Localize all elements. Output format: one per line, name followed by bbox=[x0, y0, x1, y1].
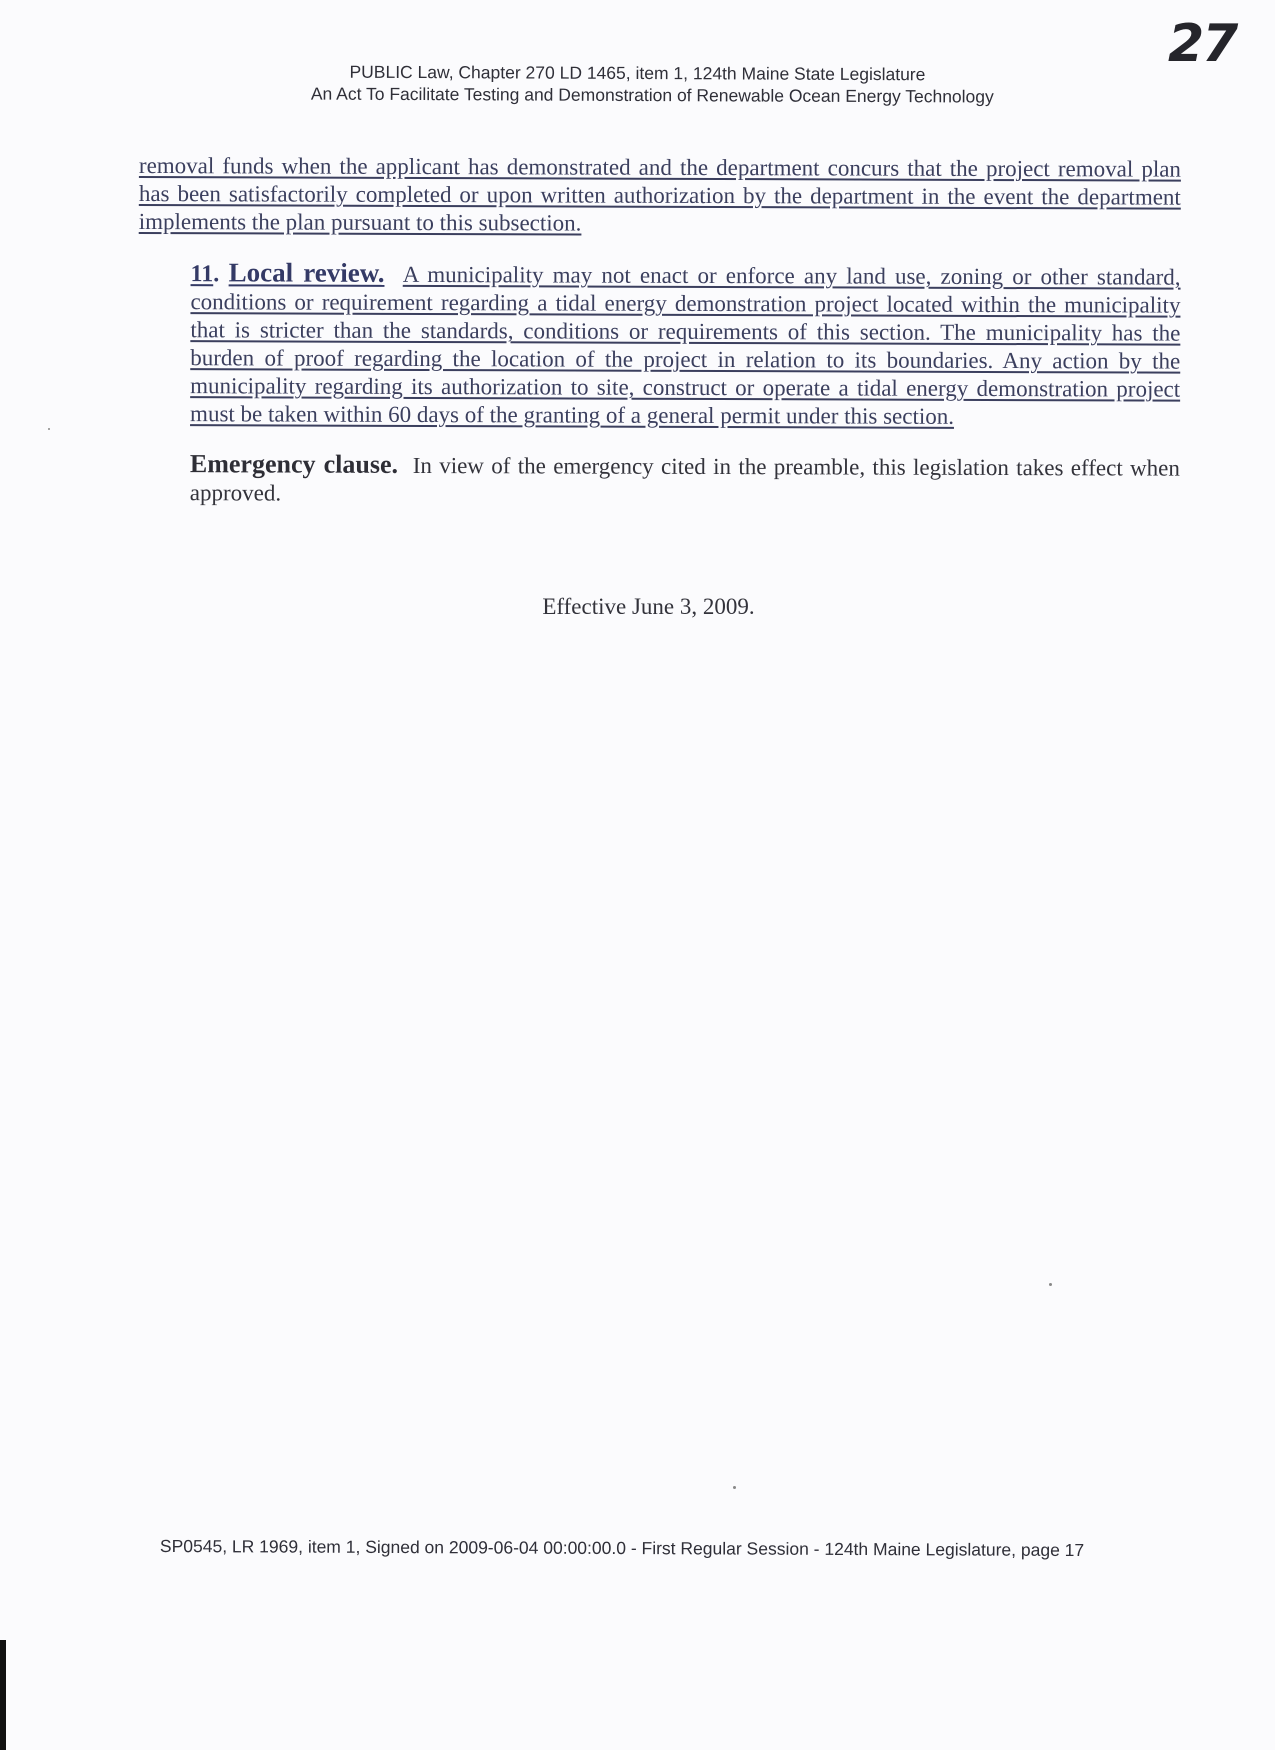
section-11-paragraph bbox=[138, 258, 1181, 432]
section-title: Local review. bbox=[228, 257, 385, 288]
effective-date: Effective June 3, 2009. bbox=[542, 594, 755, 619]
continuation-paragraph bbox=[139, 152, 1181, 240]
scan-speck bbox=[733, 1486, 736, 1489]
header-line-1: PUBLIC Law, Chapter 270 LD 1465, item 1, 124th Maine State Legislature bbox=[349, 61, 926, 85]
continuation-text: removal funds when the applicant has demonstrated and the department concurs that the project removal plan has been satisfactorily completed or upon written authorization by the department in the event the department implements the plan pursuant to this subsection. bbox=[138, 153, 1181, 236]
section-number: 11 bbox=[190, 261, 214, 288]
document-footer: SP0545, LR 1969, item 1, Signed on 2009-06-04 00:00:00.0 - First Regular Session - 124th Maine Legislature, page 17 bbox=[159, 1536, 1085, 1561]
scan-edge-shadow bbox=[0, 1640, 6, 1750]
header-line-2: An Act To Facilitate Testing and Demonstration of Renewable Ocean Energy Technology bbox=[310, 83, 994, 107]
section-number-period: . bbox=[213, 261, 229, 288]
emergency-clause-paragraph bbox=[138, 450, 1180, 511]
scan-speck bbox=[48, 428, 50, 430]
emergency-clause-text: In view of the emergency cited in the preamble, this legislation takes effect when approved. bbox=[189, 452, 1180, 506]
handwritten-page-number: 27 bbox=[1168, 14, 1237, 74]
emergency-clause-title: Emergency clause. bbox=[189, 449, 399, 479]
document-body bbox=[138, 152, 1181, 533]
document-header bbox=[0, 59, 1275, 109]
scan-speck bbox=[1049, 1283, 1052, 1286]
section-text: A municipality may not enact or enforce any land use, zoning or other standard, conditions or requirement regarding a tidal energy demonstration project located within the municipality that is stricter than the standards, conditions or requirements of this section. The municipality has the burden of proof regarding the location of the project in relation to its boundaries. Any action by the municipality regarding its authorization to site, construct or operate a tidal energy demonstration project must be taken within 60 days of the granting of a general permit under this section. bbox=[190, 261, 1181, 429]
